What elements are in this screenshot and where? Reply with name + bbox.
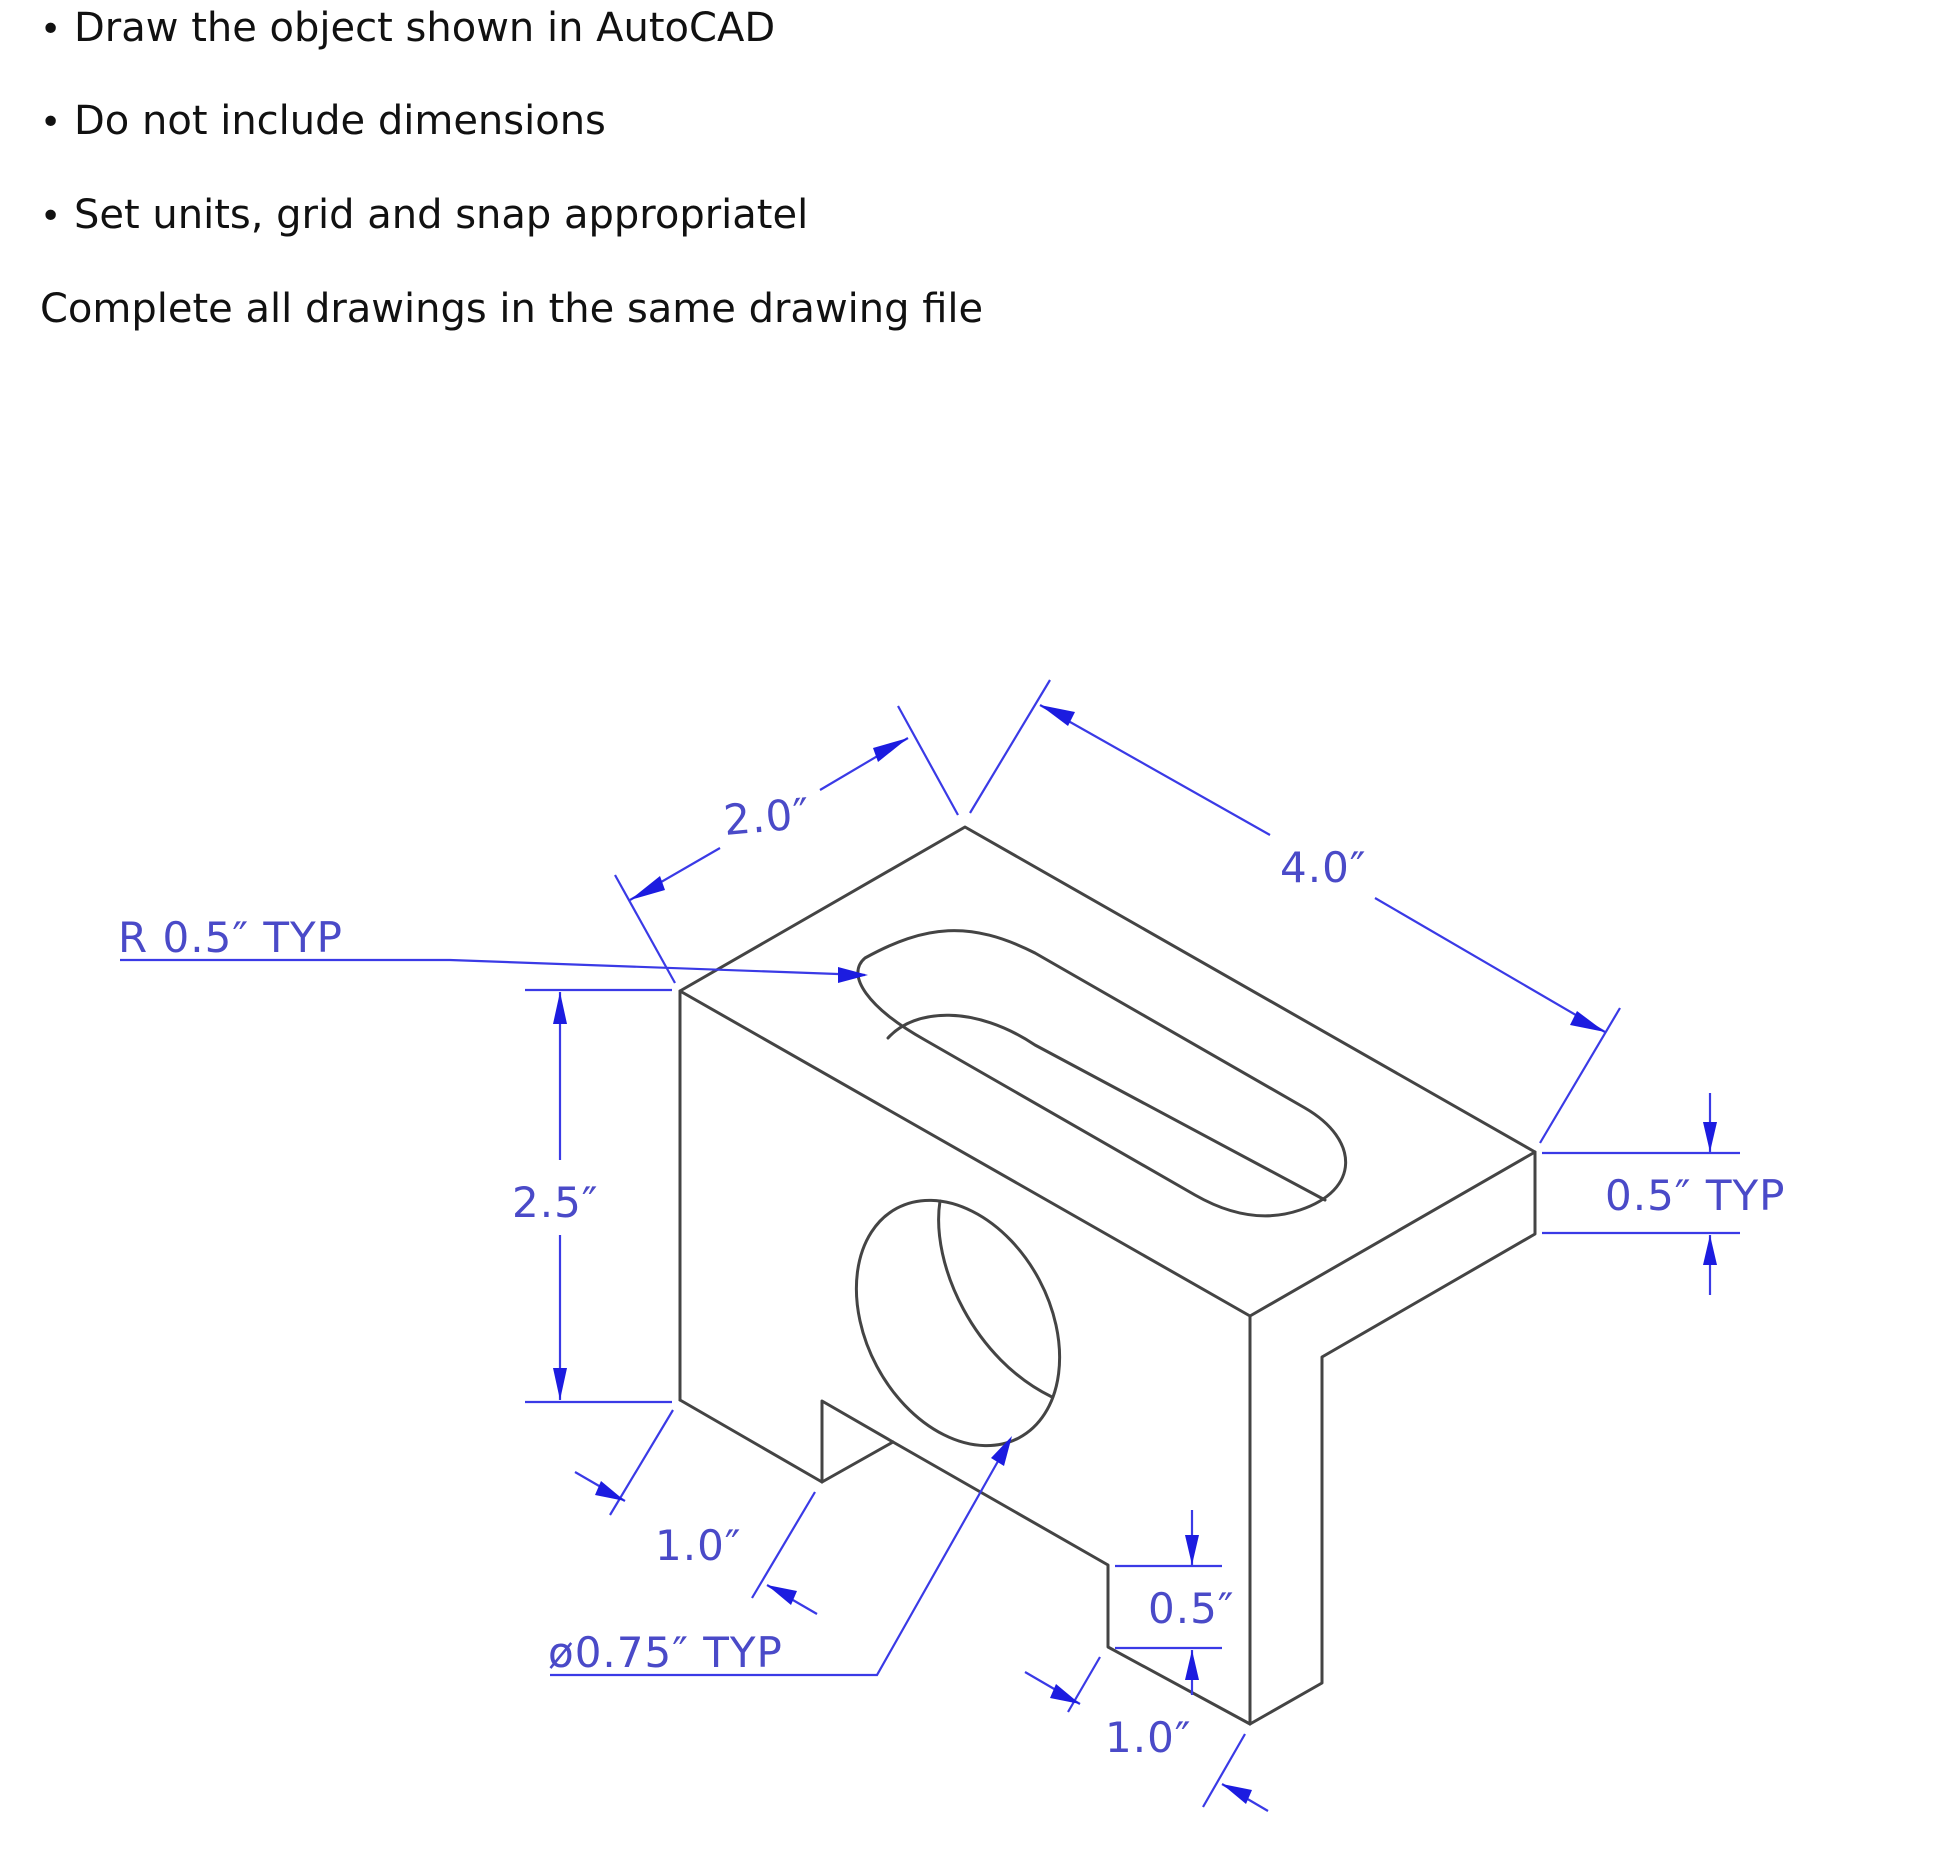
dim-end-ext-left bbox=[1068, 1657, 1100, 1712]
instruction-text-1: Draw the object shown in AutoCAD bbox=[74, 5, 776, 51]
dim-width-ext-right bbox=[898, 706, 958, 815]
hole-outer bbox=[816, 1165, 1101, 1481]
notch-diagonal bbox=[822, 1442, 893, 1482]
dim-radius-label: R 0.5″ TYP bbox=[118, 913, 344, 962]
dim-end-arrow-left bbox=[1050, 1684, 1080, 1704]
bullet-icon: • bbox=[40, 9, 62, 50]
dim-height-label: 2.5″ bbox=[512, 1178, 599, 1227]
dim-length-line-b bbox=[1375, 898, 1605, 1032]
instruction-note: Complete all drawings in the same drawing file bbox=[40, 286, 984, 332]
object-outline bbox=[680, 827, 1535, 1724]
right-block-face bbox=[1250, 1152, 1535, 1724]
dim-slot-label: 0.5″ bbox=[1148, 1584, 1235, 1633]
dim-height-arrow-bottom bbox=[553, 1368, 567, 1400]
dim-notch-arrow-left bbox=[595, 1481, 625, 1501]
bullet-icon: • bbox=[40, 102, 62, 143]
dim-width-arrow-right bbox=[873, 738, 908, 762]
dim-thickness-label: 0.5″ TYP bbox=[1605, 1171, 1786, 1220]
dim-length-ext-right bbox=[1540, 1008, 1620, 1143]
dim-radius-leader bbox=[120, 960, 865, 975]
slot-inner bbox=[888, 1015, 1325, 1200]
dim-notch-arrow-right bbox=[767, 1585, 797, 1605]
hole-inner bbox=[939, 1201, 1052, 1397]
dim-slot-arrow-bottom bbox=[1185, 1650, 1199, 1680]
dim-width-arrow-left bbox=[630, 876, 665, 900]
dim-end-label: 1.0″ bbox=[1105, 1713, 1192, 1762]
dim-radius-arrow bbox=[838, 967, 868, 983]
top-face bbox=[680, 827, 1535, 1316]
dim-length-label: 4.0″ bbox=[1280, 843, 1367, 892]
dim-slot-arrow-top bbox=[1185, 1535, 1199, 1565]
dim-thickness-arrow-bottom bbox=[1703, 1235, 1717, 1265]
dim-hole-arrow bbox=[991, 1436, 1012, 1466]
dim-length-ext-left bbox=[970, 680, 1050, 813]
dim-thickness-arrow-top bbox=[1703, 1122, 1717, 1152]
instruction-text-2: Do not include dimensions bbox=[74, 98, 606, 144]
instruction-text-3: Set units, grid and snap appropriatel bbox=[74, 192, 809, 238]
dim-notch-label: 1.0″ bbox=[655, 1521, 742, 1570]
dim-width-label: 2.0″ bbox=[721, 788, 813, 845]
dim-notch-ext-right bbox=[752, 1492, 815, 1598]
dimensions bbox=[118, 680, 1785, 1811]
dim-height-arrow-top bbox=[553, 992, 567, 1024]
bullet-icon: • bbox=[40, 196, 62, 237]
dim-hole-label: ø0.75″ TYP bbox=[548, 1628, 783, 1677]
dim-length-line-a bbox=[1040, 705, 1270, 835]
dim-end-arrow-right bbox=[1222, 1784, 1252, 1804]
